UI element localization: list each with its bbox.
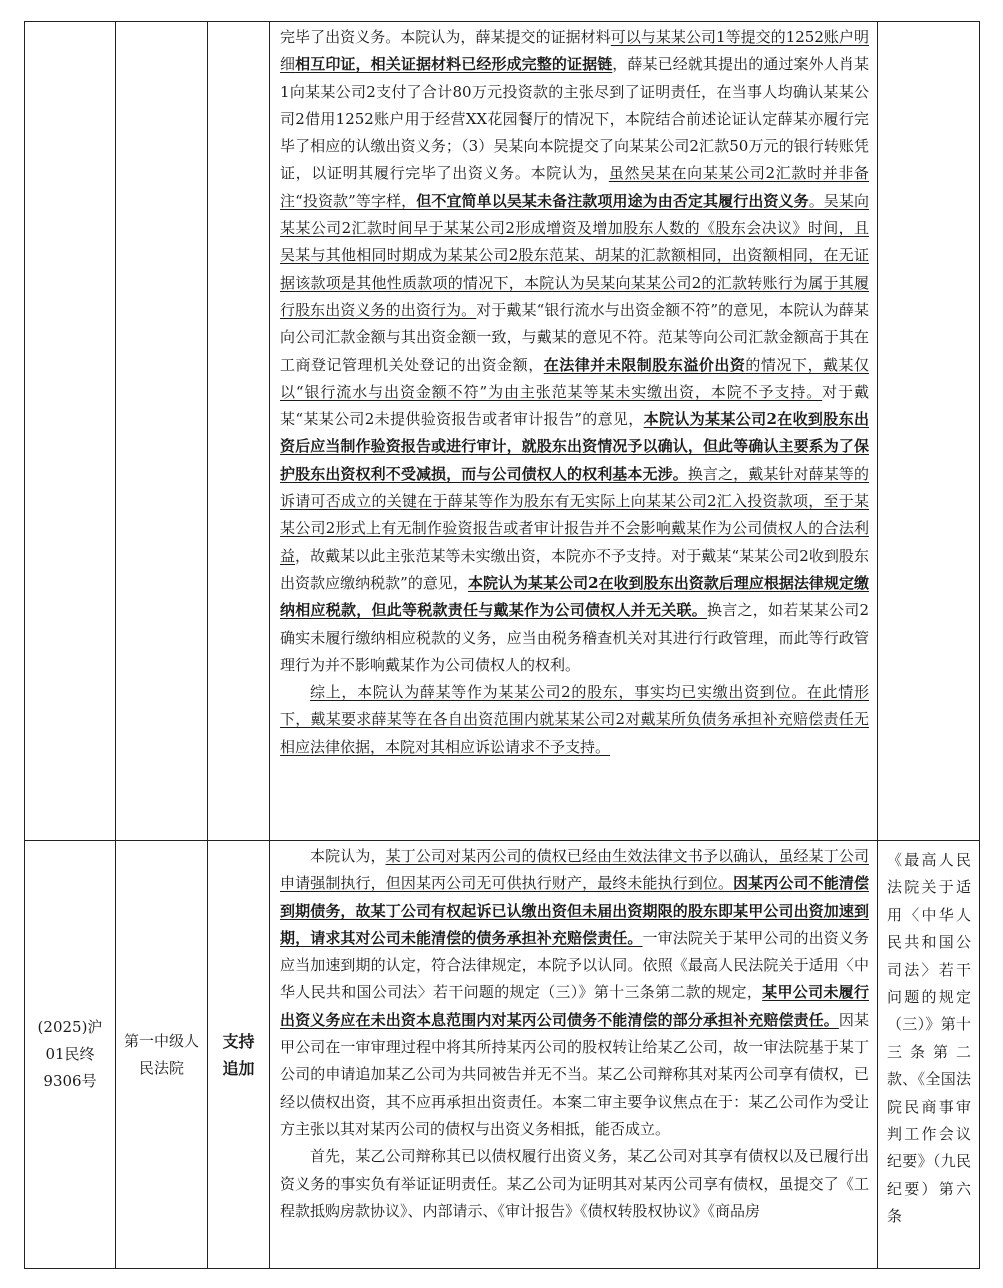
text-run: 相互印证，相关证据材料已经形成完整的证据链 bbox=[295, 55, 613, 74]
judgment-excerpt-cell bbox=[270, 841, 878, 1269]
case-number-cell bbox=[25, 22, 116, 841]
judgment-paragraph bbox=[280, 843, 869, 1143]
case-number-cell: (2025)沪01民终9306号 bbox=[25, 841, 116, 1269]
text-run: 换言之，如若某某公司2确实未履行缴纳相应税款的义务，应当由税务稽查机关对其进行行政管理，而此等行政管理行为并不影响戴某作为公司债权人的权利。 bbox=[280, 601, 869, 674]
text-run: ，薛某已经就其提出的通过案外人肖某1向某某公司2支付了合计80万元投资款的主张尽到了证明责任，在当事人均确认某某公司2借用1252账户用于经营XX花园餐厅的情况下，本院结合前述论证认定薛某亦履行完毕了相应的认缴出资义务；（3）吴某向本院提交了向某某公司2汇款50万元的银行转账凭证，以证明其履行完毕了出资义务。本院认为， bbox=[280, 55, 869, 183]
text-run: 完毕了出资义务。本院认为，薛某提交的证据材料 bbox=[280, 28, 611, 46]
text-run: 本院认为， bbox=[310, 847, 386, 865]
court-cell bbox=[116, 22, 208, 841]
text-run: 对于戴某“银行流水与出资金额不符”的意见，本院认为薛某向公司汇款金额与其出资金额一致，与戴某的意见不符。范某等向公司汇款金额高于其在工商登记管理机关处登记的出资金额， bbox=[280, 300, 869, 374]
judgment-paragraph bbox=[280, 24, 869, 679]
case-table bbox=[24, 21, 980, 1269]
text-run: 某丁公司对某丙公司的债权已经由生效法律文书予以确认，虽经某丁公司申请强制执行，但因某丙公司无可供执行财产，最终未能执行到位。 bbox=[280, 847, 869, 893]
text-run: 对于戴某“某某公司2未提供验资报告或者审计报告”的意见， bbox=[280, 382, 869, 429]
legal-basis-cell bbox=[878, 22, 980, 841]
text-run: 的情况下，戴某仅以“银行流水与出资金额不符”为由主张范某等某未实缴出资，本院不予支持。 bbox=[280, 355, 869, 401]
text-run: 本院认为某某公司2在收到股东出资后应当制作验资报告或进行审计，就股东出资情况予以确认，但此等确认主要系为了保护股东出资权利不受减损，而与公司债权人的权利基本无涉。 bbox=[280, 410, 869, 483]
text-run: 在法律并未限制股东溢价出资 bbox=[543, 355, 746, 374]
result-cell bbox=[208, 22, 270, 841]
text-run: 换言之，戴某针对薛某等的诉请可否成立的关键在于薛某等作为股东有无实际上向某某公司2汇入投资款项，至于某某公司2形式上有无制作验资报告或者审计报告并不会影响戴某作为公司债权人的合法利益 bbox=[280, 464, 869, 565]
text-run: 因某丙公司不能清偿到期债务，故某丁公司有权起诉已认缴出资但未届出资期限的股东即某甲公司出资加速到期，请求其对公司未能清偿的债务承担补充赔偿责任。 bbox=[280, 874, 869, 947]
judgment-paragraph bbox=[280, 679, 869, 761]
text-run: 某甲公司未履行出资义务应在未出资本息范围内对某丙公司债务不能清偿的部分承担补充赔偿责任。 bbox=[280, 983, 869, 1029]
text-run: ，故戴某以此主张范某等未实缴出资，本院亦不予支持。对于戴某“某某公司2收到股东出资款应缴纳税款”的意见， bbox=[280, 546, 869, 592]
text-run: 虽然吴某在向某某公司2汇款时并非备注“投资款”等字样， bbox=[280, 164, 869, 210]
court-cell: 第一中级人民法院 bbox=[116, 841, 208, 1269]
table-row bbox=[25, 841, 980, 1269]
judgment-excerpt-cell bbox=[270, 22, 878, 841]
text-run: 可以与某某公司1等提交的1252账户明细 bbox=[280, 28, 869, 74]
text-run: 因某甲公司在一审审理过程中将其所持某丙公司的股权转让给某乙公司，故一审法院基于某丁公司的申请追加某乙公司为共同被告并无不当。某乙公司辩称其对某丙公司享有债权，已经以债权出资，其不应再承担出资责任。本案二审主要争议焦点在于：某乙公司作为受让方主张以其对某丙公司的债权与出资义务相抵，能否成立。 bbox=[280, 1010, 869, 1138]
table-row bbox=[25, 22, 980, 841]
result-cell: 支持追加 bbox=[208, 841, 270, 1269]
legal-basis-cell: 《最高人民法院关于适用〈中华人民共和国公司法〉若干问题的规定（三）》第十三条第二款、《全国法院民商事审判工作会议纪要》（九民纪要）第六条 bbox=[878, 841, 980, 1269]
text-run: 一审法院关于某甲公司的出资义务应当加速到期的认定，符合法律规定，本院予以认同。依照《最高人民法院关于适用〈中华人民共和国公司法〉若干问题的规定（三）》第十三条第二款的规定， bbox=[280, 928, 869, 1002]
text-run: 首先，某乙公司辩称其已以债权履行出资义务，某乙公司对其享有债权以及已履行出资义务的事实负有举证证明责任。某乙公司为证明其对某丙公司享有债权，虽提交了《工程款抵购房款协议》、内部请示、《审计报告》《债权转股权协议》《商品房 bbox=[280, 1147, 869, 1220]
judgment-paragraph bbox=[280, 1143, 869, 1225]
text-run: 但不宜简单以吴某未备注款项用途为由否定其履行出资义务 bbox=[416, 191, 809, 210]
text-run: 。吴某向某某公司2汇款时间早于某某公司2形成增资及增加股东人数的《股东会决议》时间，且吴某与其他相同时期成为某某公司2股东范某、胡某的汇款额相同，出资额相同，在无证据该款项是其他性质款项的情况下，本院认为吴某向某某公司2的汇款转账行为属于其履行股东出资义务的出资行为。 bbox=[280, 191, 869, 319]
text-run: 综上，本院认为薛某等作为某某公司2的股东，事实均已实缴出资到位。在此情形下，戴某要求薛某等在各自出资范围内就某某公司2对戴某所负债务承担补充赔偿责任无相应法律依据，本院对其相应诉讼请求不予支持。 bbox=[280, 683, 869, 756]
text-run: 本院认为某某公司2在收到股东出资款后理应根据法律规定缴纳相应税款，但此等税款责任与戴某作为公司债权人并无关联。 bbox=[280, 573, 869, 620]
